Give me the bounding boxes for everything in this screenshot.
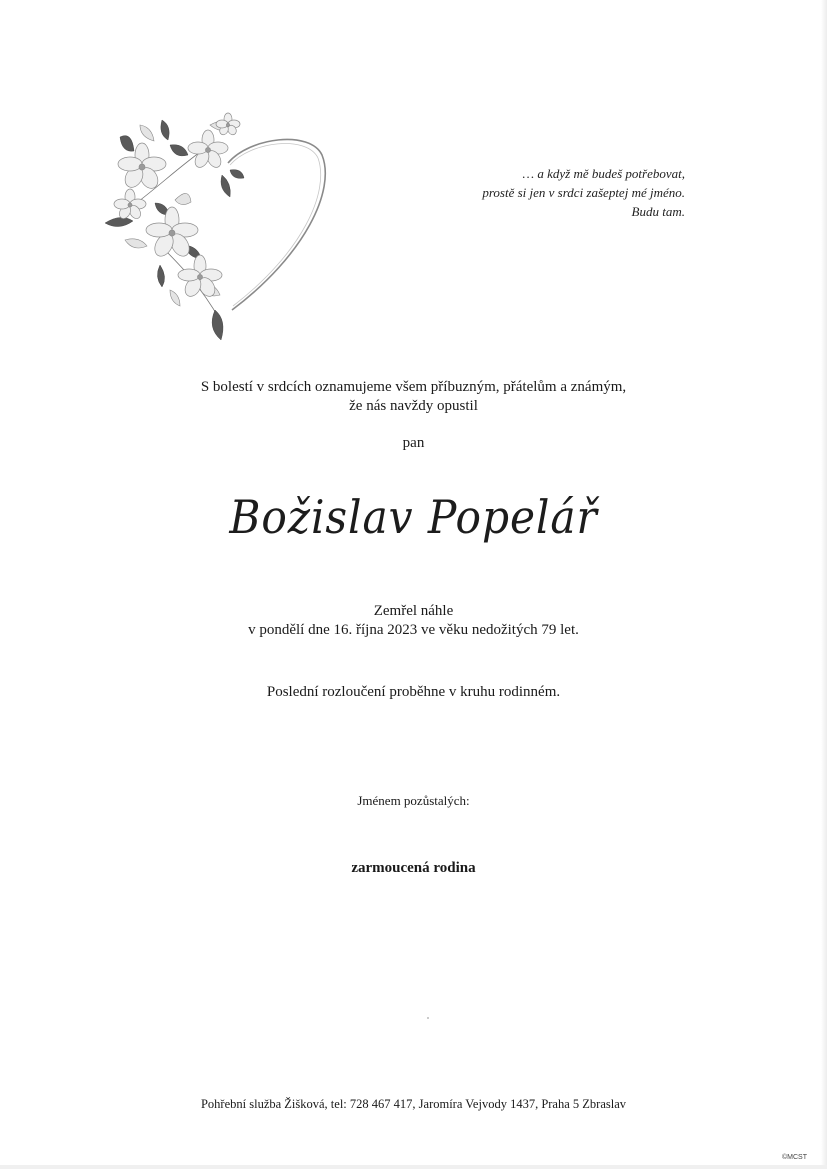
funeral-service-footer: Pohřební služba Žišková, tel: 728 467 417, Jaromíra Vejvody 1437, Praha 5 Zbraslav [200,1097,627,1111]
death-info-line-2: v pondělí dne 16. října 2023 ve věku nedožitých 79 let. [248,622,579,638]
scan-edge-right [821,0,827,1169]
announcement [0,378,827,416]
quote-line-1: … a když mě budeš potřebovat, [522,166,685,181]
deceased-name: Božislav Popelář [229,490,598,544]
announcement-line-1: S bolestí v srdcích oznamujeme všem příbuzným, přátelům a známým, [200,379,627,395]
salutation: pan [402,435,425,451]
scan-edge-bottom [0,1165,827,1169]
signed-by: zarmoucená rodina [351,860,476,876]
quote-line-3: Budu tam. [631,204,685,219]
announcement-line-2: že nás navždy opustil [349,398,478,414]
quote-line-2: prostě si jen v srdci zašeptej mé jméno. [482,185,685,200]
heart-flowers-icon [100,105,335,345]
death-info-line-1: Zemřel náhle [373,603,454,619]
farewell-notice: Poslední rozloučení proběhne v kruhu rodinném. [266,684,561,700]
signed-by-label: Jménem pozůstalých: [357,793,470,808]
death-info [0,602,827,640]
speck [427,1017,429,1019]
epitaph-quote [440,164,685,221]
copyright-mark: ©MCST [782,1154,807,1161]
